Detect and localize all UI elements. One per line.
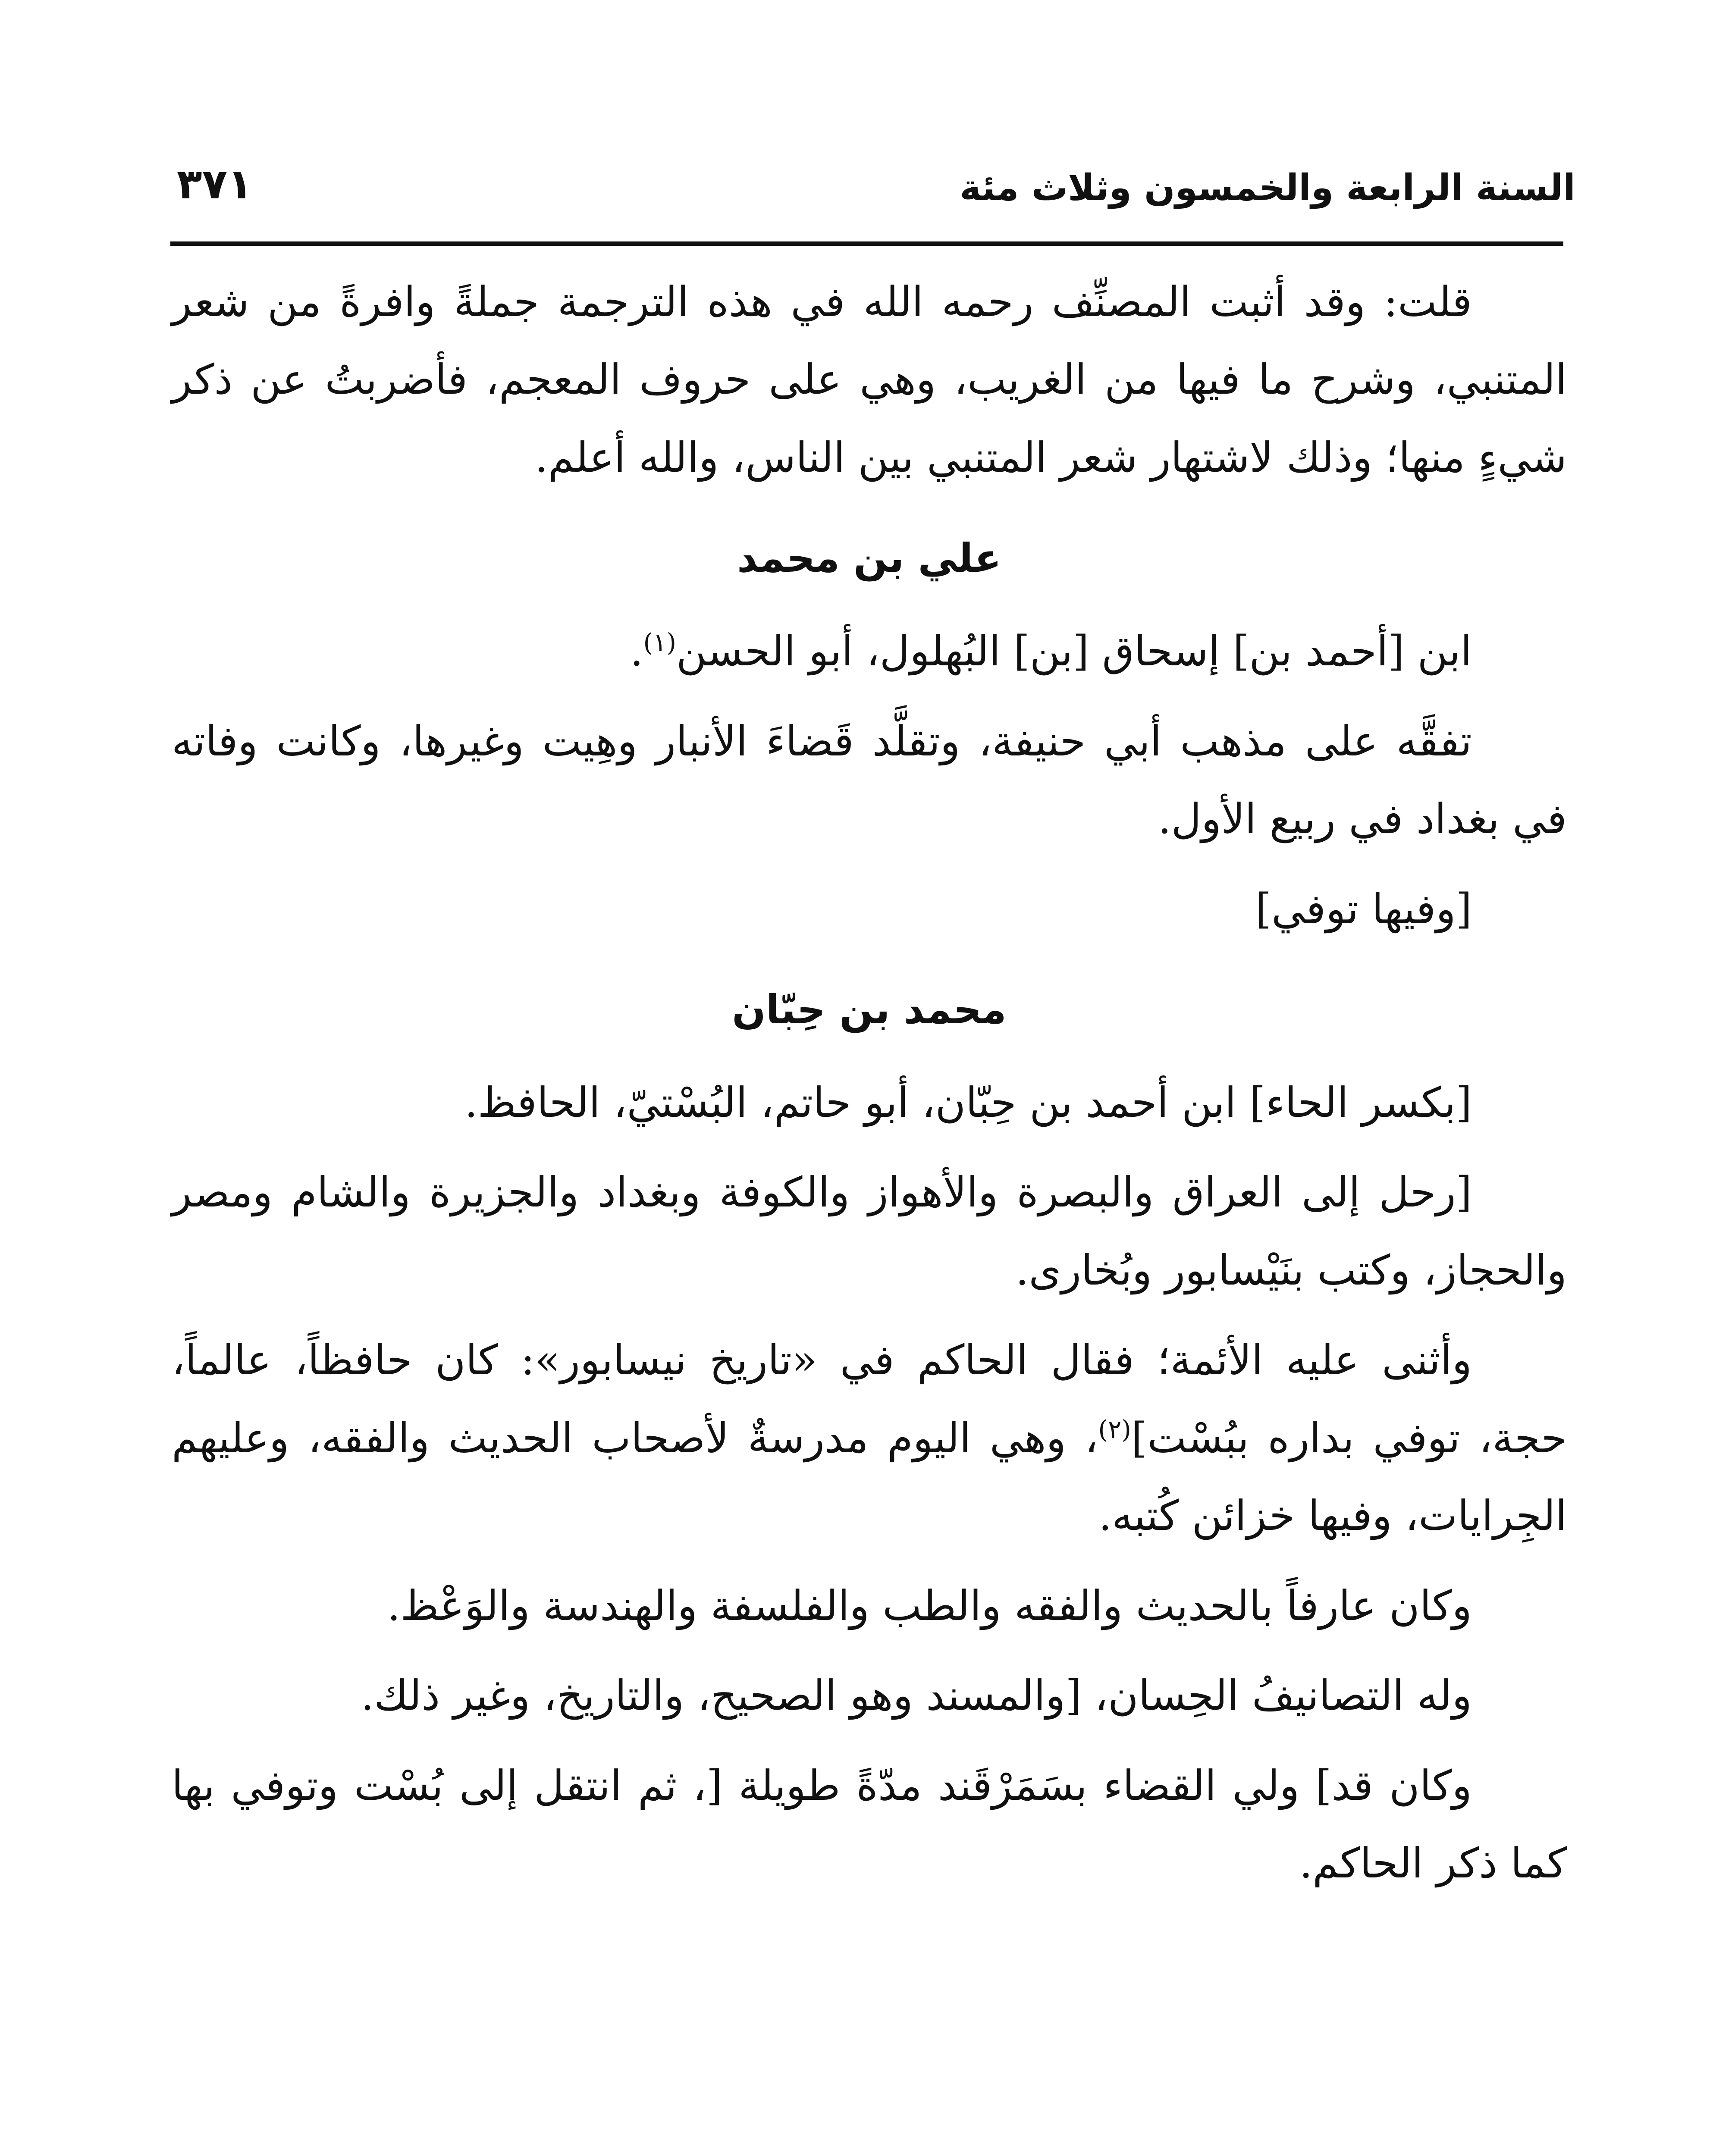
entry2-judgeship: وكان قد] ولي القضاء بسَمَرْقَند مدّةً طويلة [، ثم انتقل إلى بُسْت وتوفي بها كما ذكر الحاكم. — [172, 1761, 1567, 1888]
entry1-lineage-end: . — [630, 627, 643, 676]
entry2-praise-after: ، وهي اليوم مدرسةٌ لأصحاب الحديث والفقه، وعليهم الجِرايات، وفيها خزائن كُتبه. — [172, 1413, 1567, 1540]
entry2-knowledge: وكان عارفاً بالحديث والفقه والطب والفلسفة والهندسة والوَعْظ. — [387, 1581, 1472, 1630]
entry-title-ali-ibn-muhammad: علي بن محمد — [737, 535, 1001, 582]
footnote-ref-1: (١) — [643, 628, 676, 658]
entry-title-muhammad-ibn-hibban: محمد بن حِبّان — [732, 987, 1007, 1033]
entry1-death-note: [وفيها توفي] — [1255, 884, 1472, 933]
footnote-ref-2: (٢) — [1098, 1414, 1131, 1444]
intro-paragraph: قلت: وقد أثبت المصنِّف رحمه الله في هذه الترجمة جملةً وافرةً من شعر المتنبي، وشرح ما فيها من الغريب، وهي على حروف المعجم، فأضربتُ عن ذكر شيءٍ منها؛ وذلك لاشتهار شعر المتنبي بين الناس، والله أعلم. — [172, 278, 1567, 482]
running-head: السنة الرابعة والخمسون وثلاث مئة — [960, 166, 1575, 209]
entry1-lineage — [172, 612, 1567, 690]
entry1-lineage-text: ابن [أحمد بن] إسحاق [بن] البُهلول، أبو الحسن — [676, 627, 1472, 676]
entry2-works: وله التصانيفُ الحِسان، [والمسند وهو الصحيح، والتاريخ، وغير ذلك. — [361, 1671, 1472, 1720]
page-number: ٣٧١ — [177, 160, 253, 208]
main-text — [172, 263, 1567, 1915]
entry2-praise — [172, 1321, 1567, 1554]
header-rule — [170, 241, 1563, 246]
entry1-bio: تفقَّه على مذهب أبي حنيفة، وتقلَّد قَضاءَ الأنبار وهِيت وغيرها، وكانت وفاته في بغداد في ربيع الأول. — [172, 717, 1567, 843]
entry2-travels: [رحل إلى العراق والبصرة والأهواز والكوفة وبغداد والجزيرة والشام ومصر والحجاز، وكتب بنَيْسابور وبُخارى. — [172, 1168, 1567, 1294]
entry2-praise-before: وأثنى عليه الأئمة؛ فقال الحاكم في «تاريخ نيسابور»: كان حافظاً، عالماً، حجة، توفي بداره ببُسْت] — [172, 1336, 1567, 1462]
entry2-lineage: [بكسر الحاء] ابن أحمد بن حِبّان، أبو حاتم، البُسْتيّ، الحافظ. — [464, 1078, 1472, 1127]
